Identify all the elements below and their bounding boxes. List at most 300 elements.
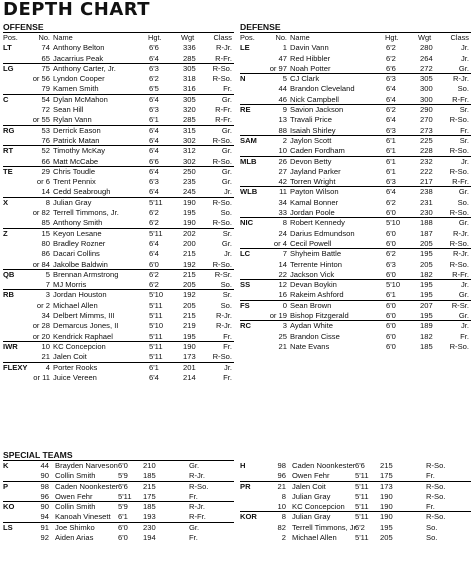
- player-name: Savion Jackson: [290, 105, 344, 115]
- player-class: R-Jr.: [452, 74, 469, 84]
- player-height: 5'11: [355, 502, 369, 512]
- player-class: R-Fr.: [215, 105, 232, 115]
- player-class: Fr.: [426, 471, 435, 481]
- player-class: Gr.: [221, 125, 232, 135]
- player-class: Fr.: [223, 341, 232, 351]
- player-name: Jordan Poole: [290, 208, 335, 218]
- player-height: 6'4: [386, 187, 396, 197]
- jersey-number: 26: [278, 156, 287, 166]
- special-teams-left-panel: [3, 450, 234, 543]
- roster-row: [3, 115, 234, 125]
- player-name: Cecil Powell: [290, 238, 332, 248]
- position-label: C: [3, 94, 9, 104]
- jersey-number: 2: [281, 533, 286, 543]
- player-height: 5'11: [355, 491, 369, 501]
- player-height: 6'3: [149, 177, 159, 187]
- jersey-number: 85: [41, 218, 50, 228]
- player-height: 6'4: [386, 115, 396, 125]
- player-name: Bradley Rozner: [53, 238, 106, 248]
- player-name: Keyon Lesane: [53, 228, 102, 238]
- player-class: Fr.: [223, 372, 232, 382]
- player-weight: 290: [420, 105, 433, 115]
- jersey-number: 16: [278, 290, 287, 300]
- jersey-number: 12: [278, 280, 287, 290]
- player-height: 6'1: [149, 362, 159, 372]
- roster-row: [3, 74, 234, 84]
- col-no: No.: [275, 33, 287, 42]
- jersey-number: or 84: [32, 259, 50, 269]
- player-name: Shyheim Battle: [290, 249, 342, 259]
- jersey-number: 65: [41, 53, 50, 63]
- player-name: Julian Gray: [53, 197, 92, 207]
- roster-row: [240, 229, 471, 239]
- player-name: Julian Gray: [292, 512, 331, 522]
- roster-row: [3, 471, 234, 481]
- position-label: WLB: [240, 187, 258, 197]
- player-weight: 195: [183, 331, 196, 341]
- col-no: No.: [38, 33, 50, 42]
- position-label: QB: [3, 269, 15, 279]
- player-weight: 173: [183, 352, 196, 362]
- player-height: 5'10: [386, 280, 401, 290]
- roster-row: [240, 218, 471, 228]
- player-class: R-Jr.: [189, 502, 206, 512]
- player-height: 6'1: [386, 156, 396, 166]
- player-weight: 285: [183, 53, 196, 63]
- player-name: Bishop Fitzgerald: [290, 311, 349, 321]
- player-weight: 210: [143, 461, 156, 470]
- roster-row: [240, 492, 471, 502]
- player-class: Gr.: [189, 522, 200, 532]
- jersey-number: 76: [41, 135, 50, 145]
- player-class: So.: [426, 533, 438, 543]
- player-height: 6'3: [386, 125, 396, 135]
- jersey-number: 22: [278, 269, 287, 279]
- player-height: 6'2: [149, 208, 159, 218]
- jersey-number: 8: [281, 512, 286, 522]
- jersey-number: or 19: [269, 311, 287, 321]
- special-teams-right-panel: [240, 450, 471, 543]
- player-height: 6'2: [149, 218, 159, 228]
- player-class: R-So.: [212, 259, 232, 269]
- player-class: Jr.: [223, 249, 232, 259]
- jersey-number: 8: [282, 218, 287, 228]
- player-height: 6'0: [118, 522, 128, 532]
- player-weight: 185: [143, 502, 156, 512]
- player-weight: 195: [420, 290, 433, 300]
- player-name: Brandon Cleveland: [290, 84, 355, 94]
- player-class: R-So.: [426, 512, 446, 522]
- player-weight: 215: [143, 481, 156, 491]
- player-name: MJ Morris: [53, 280, 87, 290]
- jersey-number: 3: [282, 321, 287, 331]
- player-name: Jordan Houston: [53, 290, 107, 300]
- player-class: Jr.: [223, 362, 232, 372]
- roster-row: [240, 332, 471, 342]
- jersey-number: 3: [45, 290, 50, 300]
- player-height: 6'2: [386, 197, 396, 207]
- player-class: So.: [220, 208, 232, 218]
- player-height: 6'4: [149, 166, 159, 176]
- jersey-number: or 55: [32, 115, 50, 125]
- player-weight: 192: [183, 259, 196, 269]
- player-height: 5'11: [149, 352, 163, 362]
- player-height: 6'2: [149, 269, 159, 279]
- player-class: Gr.: [221, 177, 232, 187]
- roster-row: [240, 115, 471, 125]
- player-height: 6'0: [386, 208, 396, 218]
- player-name: Collin Smith: [55, 502, 96, 512]
- player-height: 5'10: [149, 290, 164, 300]
- player-weight: 190: [183, 341, 196, 351]
- player-height: 6'1: [386, 146, 396, 156]
- player-height: 5'11: [355, 481, 369, 491]
- player-weight: 182: [420, 269, 433, 279]
- position-label: RB: [3, 290, 14, 300]
- player-class: Jr.: [460, 280, 469, 290]
- col-wgt: Wgt: [181, 33, 195, 42]
- player-weight: 182: [420, 331, 433, 341]
- player-height: 6'0: [118, 461, 128, 470]
- player-name: Delbert Mimms, III: [53, 311, 115, 321]
- jersey-number: 10: [41, 341, 50, 351]
- roster-row: [3, 321, 234, 331]
- player-class: Jr.: [460, 156, 469, 166]
- position-label: H: [240, 461, 246, 470]
- player-class: Fr.: [460, 125, 469, 135]
- position-label: FLEXY: [3, 362, 28, 372]
- player-height: 6'6: [149, 43, 159, 53]
- player-class: Gr.: [221, 94, 232, 104]
- jersey-number: 42: [278, 177, 287, 187]
- defense-heading: DEFENSE: [240, 22, 471, 33]
- player-name: Owen Fehr: [55, 491, 93, 501]
- player-class: R-So.: [449, 208, 469, 218]
- player-height: 6'2: [386, 53, 396, 63]
- player-height: 6'4: [386, 94, 396, 104]
- roster-row: [240, 84, 471, 94]
- roster-row: [3, 126, 234, 136]
- player-weight: 312: [183, 146, 196, 156]
- player-height: 6'0: [386, 341, 396, 351]
- player-weight: 245: [183, 187, 196, 197]
- player-class: R-Jr.: [215, 321, 232, 331]
- player-name: Sean Hill: [53, 105, 84, 115]
- jersey-number: 96: [277, 471, 286, 481]
- player-class: Gr.: [458, 187, 469, 197]
- player-height: 6'0: [118, 533, 128, 543]
- col-class: Class: [213, 33, 232, 42]
- player-class: Jr.: [460, 43, 469, 53]
- player-height: 6'4: [149, 146, 159, 156]
- jersey-number: or 82: [32, 208, 50, 218]
- player-weight: 219: [183, 321, 196, 331]
- player-name: Caden Fordham: [290, 146, 345, 156]
- player-class: R-So.: [449, 166, 469, 176]
- roster-row: [240, 146, 471, 156]
- jersey-number: 24: [278, 228, 287, 238]
- player-height: 6'2: [386, 43, 396, 53]
- player-name: Dylan McMahon: [53, 94, 108, 104]
- jersey-number: 98: [277, 461, 286, 470]
- player-class: R-Fr.: [452, 269, 469, 279]
- player-weight: 190: [183, 218, 196, 228]
- player-height: 5'10: [149, 321, 164, 331]
- offense-panel: [3, 22, 234, 383]
- player-height: 5'9: [118, 502, 128, 512]
- jersey-number: 8: [281, 491, 286, 501]
- roster-row: [3, 84, 234, 94]
- player-name: Kamen Smith: [53, 84, 99, 94]
- player-class: R-So.: [449, 238, 469, 248]
- player-weight: 316: [183, 84, 196, 94]
- jersey-number: 0: [282, 300, 287, 310]
- jersey-number: 86: [41, 249, 50, 259]
- player-weight: 205: [183, 280, 196, 290]
- player-class: R-Fr.: [189, 512, 206, 522]
- player-name: Jakolbe Baldwin: [53, 259, 108, 269]
- jersey-number: or 56: [32, 74, 50, 84]
- roster-row: [3, 301, 234, 311]
- player-height: 5'11: [118, 491, 132, 501]
- jersey-number: 5: [282, 74, 287, 84]
- player-weight: 188: [420, 218, 433, 228]
- player-class: Gr.: [458, 290, 469, 300]
- player-name: Matt McCabe: [53, 156, 99, 166]
- player-name: Devan Boykin: [290, 280, 337, 290]
- player-name: Dacari Collins: [53, 249, 100, 259]
- player-name: Demarcus Jones, II: [53, 321, 119, 331]
- jersey-number: 44: [40, 461, 49, 470]
- roster-row: [240, 311, 471, 321]
- roster-row: [3, 352, 234, 362]
- player-class: So.: [457, 84, 469, 94]
- player-weight: 190: [380, 512, 393, 522]
- jersey-number: 21: [41, 352, 50, 362]
- player-height: 6'4: [149, 238, 159, 248]
- player-name: Michael Allen: [53, 300, 98, 310]
- roster-row: [240, 321, 471, 331]
- player-name: Caden Noonkester: [292, 461, 356, 470]
- player-name: Darius Edmundson: [290, 228, 355, 238]
- player-name: Julian Gray: [292, 491, 331, 501]
- player-height: 5'9: [118, 471, 128, 481]
- player-weight: 207: [420, 300, 433, 310]
- player-height: 6'0: [386, 269, 396, 279]
- page-title: DEPTH CHART: [3, 0, 151, 20]
- player-height: 5'11: [355, 533, 369, 543]
- player-height: 6'3: [386, 177, 396, 187]
- player-height: 5'11: [149, 331, 163, 341]
- player-name: Derrick Eason: [53, 125, 101, 135]
- roster-row: [240, 126, 471, 136]
- player-class: Fr.: [189, 533, 198, 543]
- player-name: Terrente Hinton: [290, 259, 342, 269]
- roster-row: [3, 64, 234, 74]
- roster-row: [3, 280, 234, 290]
- roster-row: [240, 502, 471, 512]
- player-name: Kendrick Raphael: [53, 331, 113, 341]
- col-name: Name: [53, 33, 73, 42]
- player-weight: 175: [380, 471, 393, 481]
- player-class: R-So.: [449, 259, 469, 269]
- player-weight: 230: [143, 522, 156, 532]
- roster-row: [240, 249, 471, 259]
- jersey-number: or 28: [32, 321, 50, 331]
- position-label: NIC: [240, 218, 254, 228]
- player-weight: 222: [420, 166, 433, 176]
- player-name: Travali Price: [290, 115, 332, 125]
- jersey-number: or 6: [36, 177, 50, 187]
- player-weight: 225: [420, 135, 433, 145]
- player-class: R-Fr.: [452, 177, 469, 187]
- player-weight: 302: [183, 135, 196, 145]
- player-weight: 185: [420, 341, 433, 351]
- player-height: 6'0: [386, 311, 396, 321]
- player-class: So.: [220, 280, 232, 290]
- player-height: 6'4: [149, 372, 159, 382]
- roster-row: [3, 177, 234, 187]
- player-height: 6'3: [149, 63, 159, 73]
- player-weight: 185: [143, 471, 156, 481]
- player-weight: 300: [420, 84, 433, 94]
- player-height: 6'2: [386, 249, 396, 259]
- player-height: 5'11: [149, 311, 163, 321]
- roster-row: [240, 533, 471, 543]
- roster-row: [240, 290, 471, 300]
- roster-row: [3, 198, 234, 208]
- player-height: 5'10: [386, 218, 401, 228]
- position-label: SS: [240, 280, 251, 290]
- roster-row: [3, 208, 234, 218]
- jersey-number: 82: [277, 522, 286, 532]
- player-name: Juice Vereen: [53, 372, 97, 382]
- roster-row: [240, 74, 471, 84]
- player-name: Trent Pennix: [53, 177, 96, 187]
- player-height: 6'1: [149, 115, 159, 125]
- player-height: 6'4: [149, 53, 159, 63]
- special-teams-heading: SPECIAL TEAMS: [3, 450, 234, 461]
- position-label: TE: [3, 166, 13, 176]
- player-class: R-Jr.: [452, 249, 469, 259]
- position-label: KOR: [240, 512, 257, 522]
- jersey-number: or 97: [269, 63, 287, 73]
- player-height: 6'2: [355, 522, 365, 532]
- jersey-number: 98: [40, 481, 49, 491]
- player-name: Terrell Timmons, Jr.: [53, 208, 119, 218]
- defense-roster: [240, 43, 471, 352]
- jersey-number: 7: [45, 280, 50, 290]
- roster-row: [240, 512, 471, 522]
- jersey-number: 53: [41, 125, 50, 135]
- jersey-number: 29: [41, 166, 50, 176]
- roster-row: [240, 177, 471, 187]
- roster-row: [240, 43, 471, 53]
- player-class: Sr.: [222, 228, 232, 238]
- player-class: Sr.: [222, 290, 232, 300]
- player-name: Patrick Matan: [53, 135, 100, 145]
- player-weight: 235: [183, 177, 196, 187]
- player-class: Gr.: [458, 311, 469, 321]
- jersey-number: 80: [41, 238, 50, 248]
- player-weight: 187: [420, 228, 433, 238]
- player-weight: 238: [420, 187, 433, 197]
- jersey-number: 91: [40, 522, 49, 532]
- roster-row: [3, 270, 234, 280]
- offense-column-header: [3, 33, 234, 43]
- roster-row: [3, 105, 234, 115]
- player-name: Jackson Vick: [290, 269, 335, 279]
- jersey-number: 47: [278, 53, 287, 63]
- player-name: Jacarrius Peak: [53, 53, 104, 63]
- player-height: 6'4: [149, 187, 159, 197]
- player-weight: 195: [420, 311, 433, 321]
- jersey-number: 11: [279, 187, 287, 197]
- player-name: Payton Wilson: [290, 187, 339, 197]
- position-label: LC: [240, 249, 251, 259]
- jersey-number: 96: [40, 491, 49, 501]
- player-weight: 264: [420, 53, 433, 63]
- player-class: Sr.: [459, 105, 469, 115]
- player-class: R-So.: [212, 156, 232, 166]
- player-weight: 205: [380, 533, 393, 543]
- jersey-number: 34: [278, 197, 287, 207]
- player-name: Torren Wright: [290, 177, 336, 187]
- player-weight: 195: [420, 280, 433, 290]
- player-name: Lyndon Cooper: [53, 74, 105, 84]
- position-label: RC: [240, 321, 251, 331]
- player-name: Sean Brown: [290, 300, 332, 310]
- player-name: Kamal Bonner: [290, 197, 339, 207]
- player-class: Fr.: [426, 502, 435, 512]
- player-class: Gr.: [458, 63, 469, 73]
- player-class: Jr.: [460, 321, 469, 331]
- jersey-number: 25: [278, 331, 287, 341]
- jersey-number: 92: [40, 533, 49, 543]
- player-height: 6'1: [386, 166, 396, 176]
- player-class: R-Jr.: [215, 43, 232, 53]
- player-height: 5'11: [355, 471, 369, 481]
- player-name: Isaiah Shirley: [290, 125, 336, 135]
- player-name: Anthony Carter, Jr.: [53, 63, 116, 73]
- player-name: Terrell Timmons, Jr.: [292, 522, 358, 532]
- player-weight: 300: [420, 94, 433, 104]
- position-label: PR: [240, 481, 251, 491]
- player-class: R-So.: [212, 352, 232, 362]
- roster-row: [3, 311, 234, 321]
- jersey-number: 44: [278, 84, 287, 94]
- jersey-number: 10: [278, 146, 287, 156]
- player-weight: 217: [420, 177, 433, 187]
- player-class: Gr.: [221, 166, 232, 176]
- roster-row: [240, 260, 471, 270]
- player-name: Brandon Cisse: [290, 331, 340, 341]
- special-teams-left-roster: [3, 461, 234, 543]
- position-label: RG: [3, 125, 15, 135]
- roster-row: [3, 136, 234, 146]
- player-weight: 195: [420, 249, 433, 259]
- player-height: 6'6: [149, 156, 159, 166]
- player-name: Aiden Arias: [55, 533, 94, 543]
- player-height: 6'2: [386, 105, 396, 115]
- jersey-number: 9: [282, 105, 287, 115]
- roster-row: [3, 502, 234, 512]
- player-name: Collin Smith: [55, 471, 96, 481]
- player-height: 6'4: [386, 84, 396, 94]
- player-height: 5'11: [149, 197, 163, 207]
- roster-row: [3, 290, 234, 300]
- player-height: 6'3: [149, 105, 159, 115]
